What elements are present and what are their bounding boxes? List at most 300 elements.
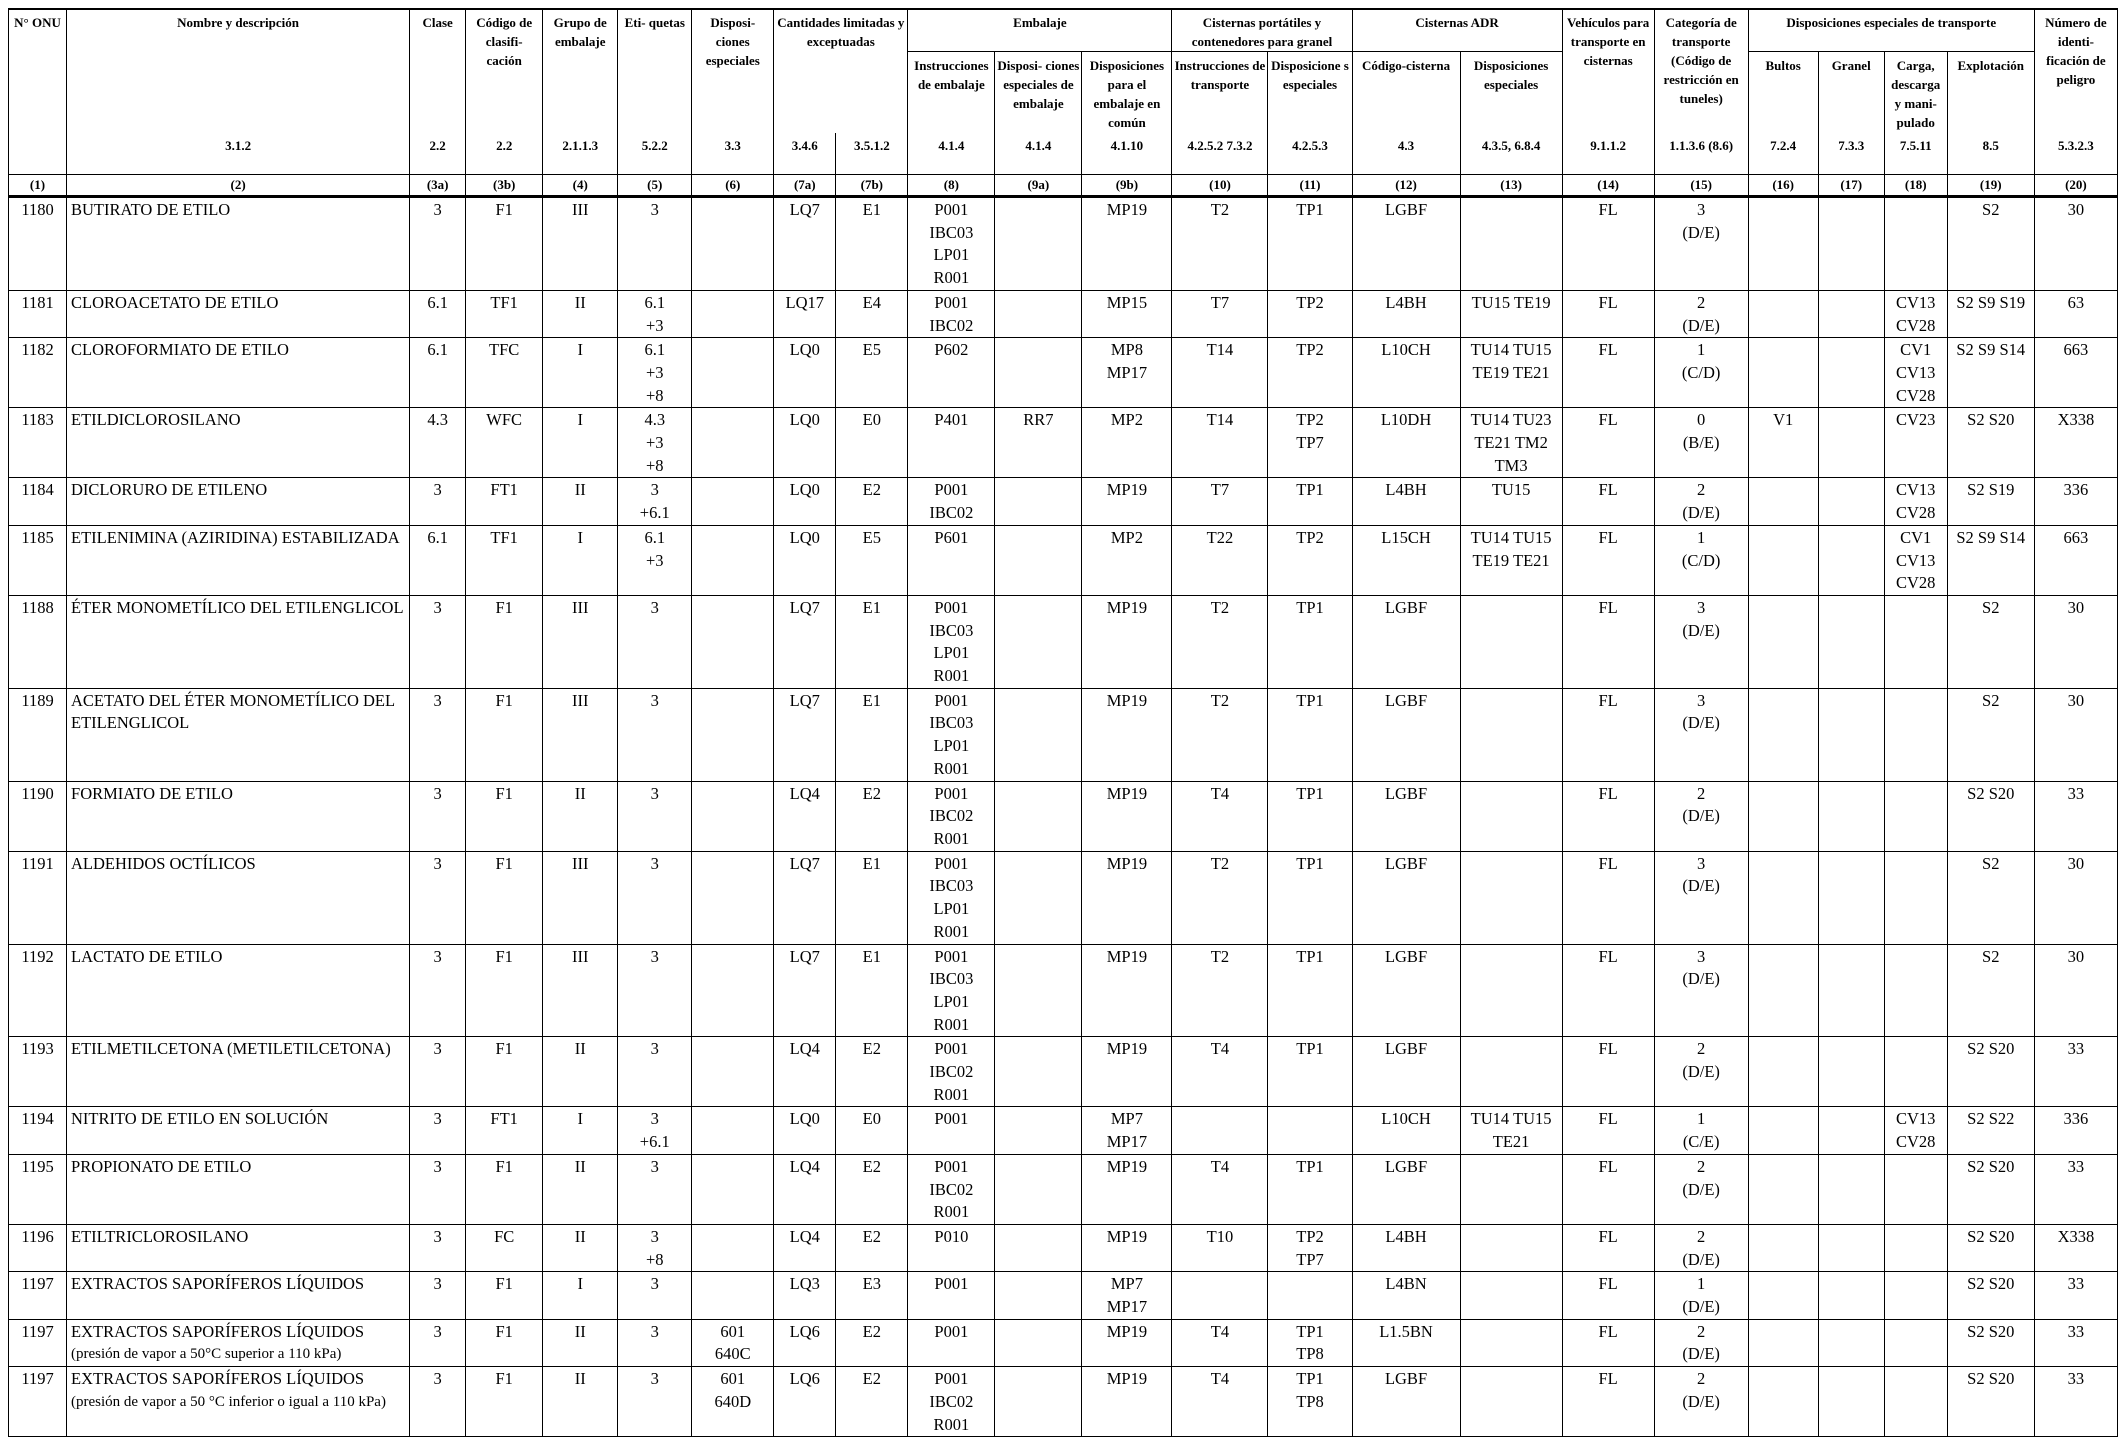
packing-special-provisions-cell [995,1367,1082,1437]
cell-line: TU14 TU15 [1470,340,1552,360]
classification-code-cell: F1 [466,595,543,688]
loading-handling-cell [1884,1107,1947,1154]
cell-line: IBC02 [929,1062,974,1082]
packing-group-cell: I [543,408,618,478]
classification-code-cell: F1 [466,1154,543,1224]
cell-line: IBC02 [929,806,974,826]
substance-name: DICLORURO DE ETILENO [71,480,268,500]
tank-vehicle-cell: FL [1562,478,1654,525]
section-ref-cell: 7.3.3 [1818,133,1884,175]
packing-group-cell: III [543,197,618,291]
packing-special-provisions-cell [995,338,1082,408]
labels-cell [618,1319,692,1366]
excepted-quantity-cell: E1 [836,944,908,1037]
limited-quantity-cell: LQ0 [774,338,836,408]
tank-instructions-cell: T7 [1172,290,1268,337]
loading-handling-cell [1884,1154,1947,1224]
cell-line: LP01 [933,899,970,919]
column-number-cell: (13) [1460,175,1562,197]
cell-line: P001 [934,597,969,617]
table-row [9,851,2118,944]
header-classification-code: Código de clasifi- cación [466,9,543,133]
mixed-packing-cell [1082,1367,1172,1437]
cell-line: (D/E) [1682,713,1720,733]
cell-line: TE21 TM2 [1474,433,1548,453]
cell-line: R001 [933,1414,970,1434]
tank-special-provisions-cell [1268,338,1352,408]
table-row [9,197,2118,291]
cell-line: 3 [650,1039,659,1059]
table-row [9,944,2118,1037]
hazard-id-cell: 663 [2034,525,2117,595]
column-number-cell: (15) [1654,175,1748,197]
special-provisions-cell [692,781,774,851]
cell-line: TP8 [1296,1344,1324,1364]
tank-instructions-cell: T2 [1172,851,1268,944]
hazard-id-cell: 33 [2034,1037,2117,1107]
packages-cell [1748,478,1818,525]
substance-name: ACETATO DEL ÉTER MONOMETÍLICO DEL ETILENGLICOL [71,690,395,733]
packing-instructions-cell [908,290,995,337]
excepted-quantity-cell: E2 [836,478,908,525]
section-ref-cell: 5.3.2.3 [2034,133,2117,175]
cell-line: IBC03 [929,620,974,640]
bulk-cell [1818,944,1884,1037]
packing-group-cell: I [543,525,618,595]
mixed-packing-cell [1082,1319,1172,1366]
bulk-cell [1818,525,1884,595]
cell-line: 2 [1697,1156,1706,1176]
transport-category-cell [1654,1224,1748,1271]
cell-line: MP19 [1106,480,1148,500]
substance-name: ETILENIMINA (AZIRIDINA) ESTABILIZADA [71,527,400,547]
operation-cell: S2 [1947,851,2034,944]
excepted-quantity-cell: E3 [836,1272,908,1319]
transport-category-cell [1654,688,1748,781]
cell-line: +8 [645,455,664,475]
bulk-cell [1818,478,1884,525]
loading-handling-cell [1884,478,1947,525]
header-packing-special-provisions: Disposi- ciones especiales de embalaje [995,52,1082,134]
class-cell: 3 [410,1367,466,1437]
table-row [9,781,2118,851]
name-cell [67,478,410,525]
special-provisions-cell [692,944,774,1037]
cell-line: (D/E) [1682,222,1720,242]
cell-line: MP7 [1110,1109,1143,1129]
cell-line: TP1 [1296,1039,1324,1059]
column-number-cell: (10) [1172,175,1268,197]
column-number-cell: (6) [692,175,774,197]
packing-special-provisions-cell [995,688,1082,781]
cell-line: CV28 [1896,1132,1936,1152]
cell-line: P001 [934,200,969,219]
hazard-id-cell: 30 [2034,851,2117,944]
loading-handling-cell [1884,408,1947,478]
packing-instructions-cell [908,1367,995,1437]
classification-code-cell: F1 [466,781,543,851]
tank-vehicle-cell: FL [1562,290,1654,337]
un-number-cell: 1196 [9,1224,67,1271]
cell-line: TP1 [1296,946,1324,966]
section-ref-cell: 4.2.5.2 7.3.2 [1172,133,1268,175]
adr-special-provisions-cell [1460,1272,1562,1319]
cell-line: +3 [645,433,664,453]
operation-cell: S2 S9 S19 [1947,290,2034,337]
cell-line: MP19 [1106,783,1148,803]
section-ref-cell: 4.3.5, 6.8.4 [1460,133,1562,175]
excepted-quantity-cell: E0 [836,1107,908,1154]
table-row [9,338,2118,408]
tank-vehicle-cell: FL [1562,1037,1654,1107]
excepted-quantity-cell: E4 [836,290,908,337]
packages-cell [1748,944,1818,1037]
header-labels: Eti- quetas [618,9,692,133]
loading-handling-cell [1884,1224,1947,1271]
cell-line: 3 [1697,946,1706,966]
transport-category-cell [1654,781,1748,851]
cell-line: P401 [934,410,969,430]
section-ref-cell [9,133,67,175]
cell-line: TP8 [1296,1391,1324,1411]
cell-line: 3 [650,1274,659,1294]
tank-code-cell: LGBF [1352,197,1460,291]
cell-line: IBC02 [929,503,974,523]
un-number-cell: 1182 [9,338,67,408]
adr-special-provisions-cell [1460,1224,1562,1271]
labels-cell [618,595,692,688]
operation-cell: S2 S20 [1947,1319,2034,1366]
cell-line: +8 [645,1249,664,1269]
class-cell: 3 [410,478,466,525]
name-cell [67,944,410,1037]
tank-vehicle-cell: FL [1562,1272,1654,1319]
packing-group-cell: I [543,1107,618,1154]
section-ref-cell: 1.1.3.6 (8.6) [1654,133,1748,175]
tank-special-provisions-cell [1268,478,1352,525]
cell-line: (D/E) [1682,503,1720,523]
cell-line: R001 [933,758,970,778]
substance-note: (presión de vapor a 50 °C inferior o igual a 110 kPa) [71,1393,386,1410]
hazard-id-cell: 30 [2034,688,2117,781]
bulk-cell [1818,1037,1884,1107]
table-row [9,290,2118,337]
packages-cell [1748,290,1818,337]
packages-cell: V1 [1748,408,1818,478]
cell-line: (D/E) [1682,1297,1720,1317]
substance-name: EXTRACTOS SAPORÍFEROS LÍQUIDOS [71,1369,365,1389]
cell-line: 2 [1697,1226,1706,1246]
bulk-cell [1818,290,1884,337]
cell-line: 2 [1697,1039,1706,1059]
cell-line: (C/D) [1681,362,1721,382]
cell-line: 3 [650,1369,659,1389]
excepted-quantity-cell: E5 [836,525,908,595]
tank-code-cell: L4BH [1352,1224,1460,1271]
packing-group-cell: III [543,944,618,1037]
column-number-cell: (14) [1562,175,1654,197]
tank-instructions-cell: T22 [1172,525,1268,595]
cell-line: IBC02 [929,1391,974,1411]
tank-instructions-cell [1172,1107,1268,1154]
table-row [9,595,2118,688]
cell-line: CV23 [1896,410,1936,430]
classification-code-cell: TF1 [466,290,543,337]
cell-line: 3 [650,946,659,966]
tank-vehicle-cell: FL [1562,688,1654,781]
adr-special-provisions-cell [1460,1107,1562,1154]
bulk-cell [1818,408,1884,478]
packages-cell [1748,1224,1818,1271]
header-class: Clase [410,9,466,133]
classification-code-cell: FT1 [466,1107,543,1154]
section-ref-cell: 4.1.4 [995,133,1082,175]
mixed-packing-cell [1082,595,1172,688]
tank-instructions-cell: T4 [1172,1154,1268,1224]
packing-group-cell: I [543,1272,618,1319]
cell-line: LP01 [933,643,970,663]
header-bulk: Granel [1818,52,1884,134]
transport-category-cell [1654,478,1748,525]
header-transport-category: Categoría de transporte (Código de restricción en tuneles) [1654,9,1748,133]
packing-instructions-cell [908,944,995,1037]
cell-line: P001 [934,1321,969,1341]
cell-line: MP2 [1110,410,1143,430]
limited-quantity-cell: LQ7 [774,197,836,291]
cell-line: TP1 [1296,853,1324,873]
packing-instructions-cell [908,688,995,781]
cell-line: TE21 [1492,1132,1530,1152]
cell-line: 1 [1697,527,1706,547]
name-cell [67,408,410,478]
special-provisions-cell [692,1319,774,1366]
cell-line: TU14 TU15 [1470,527,1552,547]
operation-cell: S2 [1947,688,2034,781]
substance-name: CLOROFORMIATO DE ETILO [71,340,289,360]
name-cell [67,1154,410,1224]
transport-category-cell [1654,944,1748,1037]
cell-line: 2 [1697,480,1706,500]
tank-vehicle-cell: FL [1562,944,1654,1037]
table-row [9,1037,2118,1107]
cell-line: (D/E) [1682,1391,1720,1411]
adr-special-provisions-cell [1460,408,1562,478]
cell-line: CV13 [1896,292,1936,312]
classification-code-cell: F1 [466,851,543,944]
adr-special-provisions-cell [1460,781,1562,851]
name-cell [67,1272,410,1319]
class-cell: 3 [410,1272,466,1319]
classification-code-cell: FT1 [466,478,543,525]
header-adr-tanks-group: Cisternas ADR [1352,9,1562,52]
substance-name: ETILDICLOROSILANO [71,410,241,430]
tank-code-cell: L10CH [1352,1107,1460,1154]
class-cell: 6.1 [410,338,466,408]
labels-cell [618,944,692,1037]
cell-line: 2 [1697,1369,1706,1389]
bulk-cell [1818,595,1884,688]
excepted-quantity-cell: E1 [836,688,908,781]
excepted-quantity-cell: E1 [836,851,908,944]
labels-cell [618,290,692,337]
classification-code-cell: TFC [466,338,543,408]
cell-line: MP19 [1106,597,1148,617]
cell-line: CV28 [1896,573,1936,593]
header-tank-instructions: Instrucciones de transporte [1172,52,1268,134]
cell-line: TU14 TU15 [1470,1109,1552,1129]
limited-quantity-cell: LQ4 [774,1224,836,1271]
column-number-cell: (17) [1818,175,1884,197]
name-cell [67,525,410,595]
packing-special-provisions-cell [995,478,1082,525]
tank-instructions-cell: T10 [1172,1224,1268,1271]
bulk-cell [1818,1107,1884,1154]
un-number-cell: 1194 [9,1107,67,1154]
adr-special-provisions-cell [1460,1154,1562,1224]
cell-line: 3 [650,783,659,803]
mixed-packing-cell [1082,1224,1172,1271]
cell-line: 3 [650,1226,659,1246]
name-cell [67,1319,410,1366]
classification-code-cell: F1 [466,1367,543,1437]
tank-instructions-cell: T14 [1172,338,1268,408]
transport-category-cell [1654,1367,1748,1437]
cell-line: CV13 [1896,480,1936,500]
tank-vehicle-cell: FL [1562,408,1654,478]
header-row-sections [9,133,2118,175]
classification-code-cell: F1 [466,197,543,291]
operation-cell: S2 S20 [1947,781,2034,851]
limited-quantity-cell: LQ3 [774,1272,836,1319]
tank-code-cell: LGBF [1352,1154,1460,1224]
cell-line: MP17 [1106,1132,1148,1152]
dangerous-goods-table [8,8,2118,1437]
cell-line: 6.1 [644,292,666,312]
loading-handling-cell [1884,944,1947,1037]
mixed-packing-cell [1082,1107,1172,1154]
tank-instructions-cell: T4 [1172,1319,1268,1366]
tank-vehicle-cell: FL [1562,1319,1654,1366]
operation-cell: S2 S20 [1947,1037,2034,1107]
table-row [9,408,2118,478]
transport-category-cell [1654,851,1748,944]
cell-line: IBC03 [929,222,974,242]
hazard-id-cell: 33 [2034,1367,2117,1437]
tank-special-provisions-cell [1268,197,1352,291]
excepted-quantity-cell: E2 [836,781,908,851]
cell-line: TP1 [1296,690,1324,710]
column-number-cell: (4) [543,175,618,197]
table-row [9,688,2118,781]
packages-cell [1748,1107,1818,1154]
cell-line: 601 [720,1369,746,1389]
cell-line: P001 [934,853,969,873]
mixed-packing-cell [1082,197,1172,291]
packing-special-provisions-cell [995,1154,1082,1224]
header-adr-special-provisions: Disposiciones especiales [1460,52,1562,134]
special-provisions-cell [692,408,774,478]
section-ref-cell: 4.2.5.3 [1268,133,1352,175]
tank-vehicle-cell: FL [1562,525,1654,595]
adr-special-provisions-cell [1460,525,1562,595]
adr-special-provisions-cell [1460,197,1562,291]
packing-group-cell: II [543,781,618,851]
tank-special-provisions-cell [1268,595,1352,688]
header-limited-quantities: Cantidades limitadas y exceptuadas [774,9,908,133]
class-cell: 6.1 [410,525,466,595]
cell-line: R001 [933,1014,970,1034]
cell-line: 6.1 [644,340,666,360]
tank-instructions-cell: T14 [1172,408,1268,478]
excepted-quantity-cell: E1 [836,595,908,688]
packing-instructions-cell [908,1154,995,1224]
bulk-cell [1818,688,1884,781]
mixed-packing-cell [1082,781,1172,851]
table-row [9,1367,2118,1437]
adr-special-provisions-cell [1460,338,1562,408]
section-ref-cell: 7.5.11 [1884,133,1947,175]
class-cell: 3 [410,1107,466,1154]
cell-line: MP19 [1106,1321,1148,1341]
cell-line: TU15 [1491,480,1531,500]
table-row [9,1224,2118,1271]
mixed-packing-cell [1082,408,1172,478]
adr-special-provisions-cell [1460,1037,1562,1107]
packages-cell [1748,197,1818,291]
mixed-packing-cell [1082,851,1172,944]
bulk-cell [1818,1367,1884,1437]
tank-special-provisions-cell [1268,781,1352,851]
tank-vehicle-cell: FL [1562,781,1654,851]
tank-special-provisions-cell [1268,1319,1352,1366]
excepted-quantity-cell: E2 [836,1224,908,1271]
cell-line: MP8 [1110,340,1143,360]
substance-name: EXTRACTOS SAPORÍFEROS LÍQUIDOS [71,1274,365,1294]
header-tank-special-provisions: Disposicione s especiales [1268,52,1352,134]
cell-line: MP19 [1106,946,1148,966]
packing-group-cell: II [543,1037,618,1107]
header-special-provisions: Disposi- ciones especiales [692,9,774,133]
section-ref-cell: 2.2 [466,133,543,175]
packing-special-provisions-cell [995,1319,1082,1366]
tank-special-provisions-cell [1268,1037,1352,1107]
tank-instructions-cell: T2 [1172,197,1268,291]
packing-special-provisions-cell [995,525,1082,595]
tank-special-provisions-cell [1268,1107,1352,1154]
special-provisions-cell [692,1154,774,1224]
excepted-quantity-cell: E2 [836,1367,908,1437]
cell-line: 2 [1697,292,1706,312]
tank-special-provisions-cell [1268,290,1352,337]
cell-line: CV28 [1896,503,1936,523]
tank-vehicle-cell: FL [1562,197,1654,291]
operation-cell: S2 S19 [1947,478,2034,525]
labels-cell [618,197,692,291]
limited-quantity-cell: LQ4 [774,781,836,851]
cell-line: P001 [934,292,969,312]
limited-quantity-cell: LQ6 [774,1319,836,1366]
bulk-cell [1818,851,1884,944]
special-provisions-cell [692,525,774,595]
tank-code-cell: L4BH [1352,478,1460,525]
header-hazard-id-number: Número de identi- ficación de peligro [2034,9,2117,133]
tank-code-cell: L15CH [1352,525,1460,595]
loading-handling-cell [1884,525,1947,595]
tank-instructions-cell: T7 [1172,478,1268,525]
cell-line: R001 [933,1084,970,1104]
header-tank-code: Código-cisterna [1352,52,1460,134]
cell-line: P010 [934,1226,969,1246]
